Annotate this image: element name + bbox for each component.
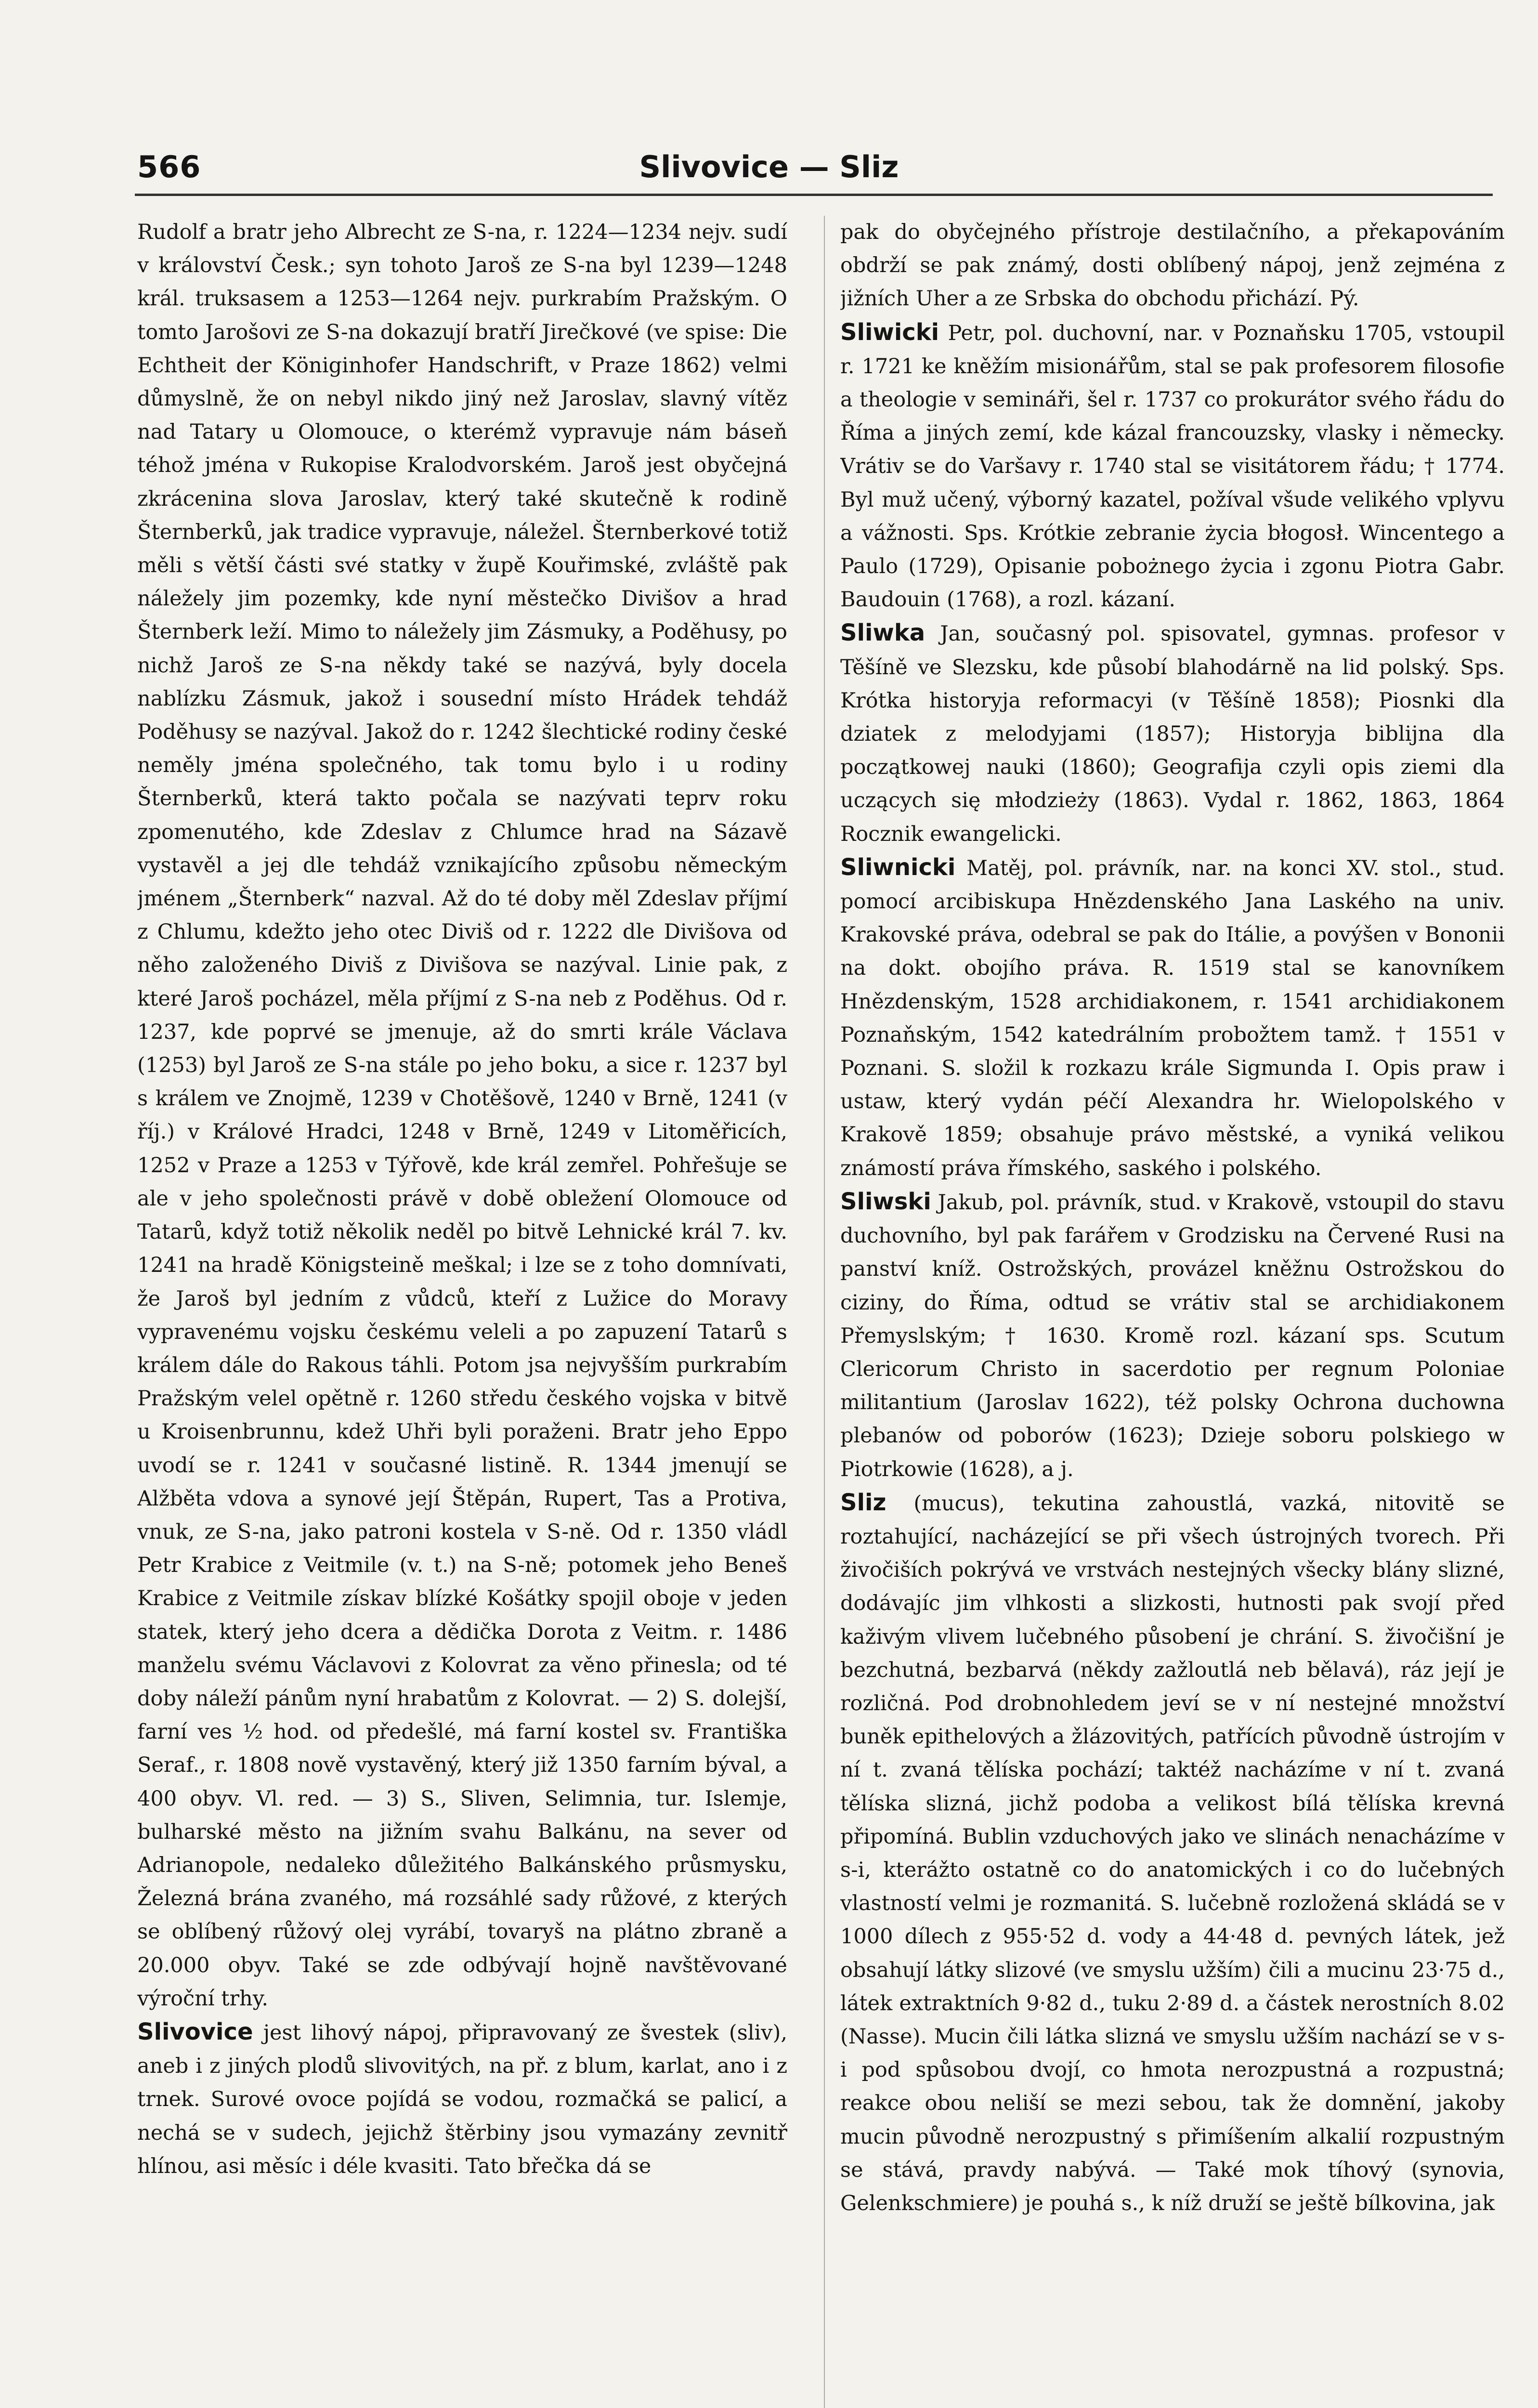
entry-term-sliz: Sliz: [840, 1489, 886, 1516]
entry-sliwski: [840, 1185, 1505, 1486]
entry-text-sliz: (mucus), tekutina zahoustlá, vazká, nitovitě se roztahující, nacházející se při všech ústrojných tvorech. Při živočiších pokrývá ve vrstvách nestejných všecky blány slizné, dodávajíc jim vlhkosti a slizkosti, hutnosti pak svojí před kaživým vlivem lučebného působení je chrání. S. živočišní je bezchutná, bezbarvá (někdy zažloutlá neb bělavá), ráz její je rozličná. Pod drobnohledem jeví se v ní nestejné množství buněk epithelových a žlázovitých, patřících původně ústrojím v ní t. zvaná tělíska pochází; taktéž nacházíme v ní t. zvaná tělíska slizná, jichž podoba a velikost bílá tělíska krevná připomíná. Bublin vzduchových jako ve slinách nenacházíme v s-i, kterážto ostatně co do anatomických i co do lučebných vlastností velmi je rozmanitá. S. lučebně rozložená skládá se v 1000 dílech z 955·52 d. vody a 44·48 d. pevných látek, jež obsahují látky slizové (ve smyslu užším) čili a mucinu 23·75 d., látek extraktních 9·82 d., tuku 2·89 d. a částek nerostních 8.02 (Nasse). Mucin čili látka slizná ve smyslu užším nachází se v s-i pod spůsobou dvojí, co hmota nerozpustná a rozpustná; reakce obou neliší se mezi sebou, tak že domnění, jakoby mucin původně nerozpustný s přimíšením alkalií rozpustným se stává, pravdy nabývá. — Také mok tíhový (synovia, Gelenkschmiere) je pouhá s., k níž druží se ještě bílkovina, jak: [840, 1491, 1505, 2215]
right-column: [840, 216, 1505, 2408]
running-head: Slivovice — Sliz: [639, 149, 899, 184]
entry-text-sliwka: Jan, současný pol. spisovatel, gymnas. profesor v Těšíně ve Slezsku, kde působí blahodárně na lid polský. Sps. Krótka historyja reformacyi (v Těšíně 1858); Piosnki dla dziatek z melodyjami (1857); Historyja biblijna dla początkowej nauki (1860); Geografija czyli opis ziemi dla uczących się młodzieży (1863). Vydal r. 1862, 1863, 1864 Rocznik ewangelicki.: [840, 622, 1505, 846]
left-column: [137, 216, 787, 2408]
entry-slivovice: [137, 2015, 787, 2183]
entry-term-sliwka: Sliwka: [840, 619, 925, 647]
entry-text-sliwicki: Petr, pol. duchovní, nar. v Poznaňsku 1705, vstoupil r. 1721 ke kněžím misionářům, stal se pak profesorem filosofie a theologie v semináři, šel r. 1737 co prokurátor svého řádu do Říma a jiných zemí, kde kázal francouzsky, vlasky i německy. Vrátiv se do Varšavy r. 1740 stal se visitátorem řádu; † 1774. Byl muž učený, výborný kazatel, požíval všude velikého vplyvu a vážnosti. Sps. Krótkie zebranie życia błogosł. Wincentego a Paulo (1729), Opisanie pobożnego życia i zgonu Piotra Gabr. Baudouin (1768), a rozl. kázaní.: [840, 321, 1505, 612]
entry-text-sliwski: Jakub, pol. právník, stud. v Krakově, vstoupil do stavu duchovního, byl pak farářem v Grodzisku na Červené Rusi na panství kníž. Ostrožských, provázel kněžnu Ostrožskou do ciziny, do Říma, odtud se vrátiv stal se archidiakonem Přemyslským; † 1630. Kromě rozl. kázaní sps. Scutum Clericorum Christo in sacerdotio per regnum Poloniae militantium (Jaroslav 1622), též polsky Ochrona duchowna plebanów od poborów (1623); Dzieje soboru polskiego w Piotrkowie (1628), a j.: [840, 1190, 1505, 1481]
entry-text-sliwnicki: Matěj, pol. právník, nar. na konci XV. stol., stud. pomocí arcibiskupa Hnězdenského Jana Laského na univ. Krakovské práva, odebral se pak do Itálie, a povýšen v Bononii na dokt. obojího práva. R. 1519 stal se kanovníkem Hnězdenským, 1528 archidiakonem, r. 1541 archidiakonem Poznaňským, 1542 katedrálním probožtem tamž. † 1551 v Poznani. S. složil k rozkazu krále Sigmunda I. Opis praw i ustaw, který vydán péčí Alexandra hr. Wielopolského v Krakově 1859; obsahuje právo městské, a vyniká velikou známostí práva římského, saského i polského.: [840, 856, 1505, 1180]
column-divider: [824, 216, 825, 2408]
right-paragraph-continuation: pak do obyčejného přístroje destilačního, a překapováním obdrží se pak známý, dosti oblíbený nápoj, jenž zejména z jižních Uher a ze Srbska do obchodu přichází. Pý.: [840, 220, 1505, 311]
header-rule: [135, 194, 1493, 196]
page-number: 566: [137, 149, 201, 184]
entry-term-sliwnicki: Sliwnicki: [840, 853, 956, 881]
entry-sliz: [840, 1486, 1505, 2220]
entry-term-sliwicki: Sliwicki: [840, 318, 939, 346]
entry-term-slivovice: Slivovice: [137, 2018, 253, 2045]
left-paragraph-rudolf: Rudolf a bratr jeho Albrecht ze S-na, r. 1224—1234 nejv. sudí v království Česk.; syn tohoto Jaroš ze S-na byl 1239—1248 král. truksasem a 1253—1264 nejv. purkrabím Pražským. O tomto Jarošovi ze S-na dokazují bratří Jirečkové (ve spise: Die Echtheit der Königinhofer Handschrift, v Praze 1862) velmi důmyslně, že on nebyl nikdo jiný než Jaroslav, slavný vítěz nad Tatary u Olomouce, o kterémž vypravuje nám báseň téhož jména v Rukopise Kralodvorském. Jaroš jest obyčejná zkrácenina slova Jaroslav, který také skutečně k rodině Šternberků, jak tradice vypravuje, náležel. Šternberkové totiž měli s větší části své statky v župě Kouřimské, zvláště pak náležely jim pozemky, kde nyní městečko Divišov a hrad Šternberk leží. Mimo to náležely jim Zásmuky, a Poděhusy, po nichž Jaroš ze S-na někdy také se nazývá, byly docela nablízku Zásmuk, jakož i sousední místo Hrádek tehdáž Poděhusy se nazýval. Jakož do r. 1242 šlechtické rodiny české neměly jména společného, tak tomu bylo i u rodiny Šternberků, která takto počala se nazývati teprv roku zpomenutého, kde Zdeslav z Chlumce hrad na Sázavě vystavěl a jej dle tehdáž vznikajícího způsobu německým jménem „Šternberk“ nazval. Až do té doby měl Zdeslav příjmí z Chlumu, kdežto jeho otec Diviš od r. 1222 dle Divišova od něho založeného Diviš z Divišova se nazýval. Linie pak, z které Jaroš pocházel, měla příjmí z S-na neb z Poděhus. Od r. 1237, kde poprvé se jmenuje, až do smrti krále Václava (1253) byl Jaroš ze S-na stále po jeho boku, a sice r. 1237 byl s králem ve Znojmě, 1239 v Chotěšově, 1240 v Brně, 1241 (v říj.) v Králové Hradci, 1248 v Brně, 1249 v Litoměřicích, 1252 v Praze a 1253 v Týřově, kde král zemřel. Pohřešuje se ale v jeho společnosti právě v době obležení Olomouce od Tatarů, když totiž několik neděl po bitvě Lehnické král 7. kv. 1241 na hradě Königsteině meškal; i lze se z toho domnívati, že Jaroš byl jedním z vůdců, kteří z Lužice do Moravy vypravenému vojsku českému veleli a po zapuzení Tatarů s králem dále do Rakous táhli. Potom jsa nejvyšším purkrabím Pražským velel opětně r. 1260 středu českého vojska v bitvě u Kroisenbrunnu, kdež Uhři byli poraženi. Bratr jeho Eppo uvodí se r. 1241 v současné listině. R. 1344 jmenují se Alžběta vdova a synové její Štěpán, Rupert, Tas a Protiva, vnuk, ze S-na, jako patroni kostela v S-ně. Od r. 1350 vládl Petr Krabice z Veitmile (v. t.) na S-ně; potomek jeho Beneš Krabice z Veitmile získav blízké Košátky spojil oboje v jeden statek, který jeho dcera a dědička Dorota z Veitm. r. 1486 manželu svému Václavovi z Kolovrat za věno přinesla; od té doby náleží pánům nyní hrabatům z Kolovrat. — 2) S. dolejší, farní ves ½ hod. od předešlé, má farní kostel sv. Františka Seraf., r. 1808 nově vystavěný, který již 1350 farním býval, a 400 obyv. Vl. red. — 3) S., Sliven, Selimnia, tur. Islemje, bulharské město na jižním svahu Balkánu, na sever od Adrianopole, nedaleko důležitého Balkánského průsmysku, Železná brána zvaného, má rozsáhlé sady růžové, z kterých se oblíbený růžový olej vyrábí, tovaryš na plátno zbraně a 20.000 obyv. Také se zde odbývají hojně navštěvované výroční trhy.: [137, 220, 787, 2011]
entry-term-sliwski: Sliwski: [840, 1188, 931, 1215]
entry-sliwnicki: [840, 851, 1505, 1185]
entry-text-slivovice: jest lihový nápoj, připravovaný ze švestek (sliv), aneb i z jiných plodů slivovitých, na př. z blum, karlat, ano i z trnek. Surové ovoce pojídá se vodou, rozmačká se palicí, a nechá se v sudech, jejichž štěrbiny jsou vymazány zevnitř hlínou, asi měsíc i déle kvasiti. Tato břečka dá se: [137, 2020, 787, 2178]
entry-sliwka: [840, 616, 1505, 851]
entry-sliwicki: [840, 316, 1505, 617]
